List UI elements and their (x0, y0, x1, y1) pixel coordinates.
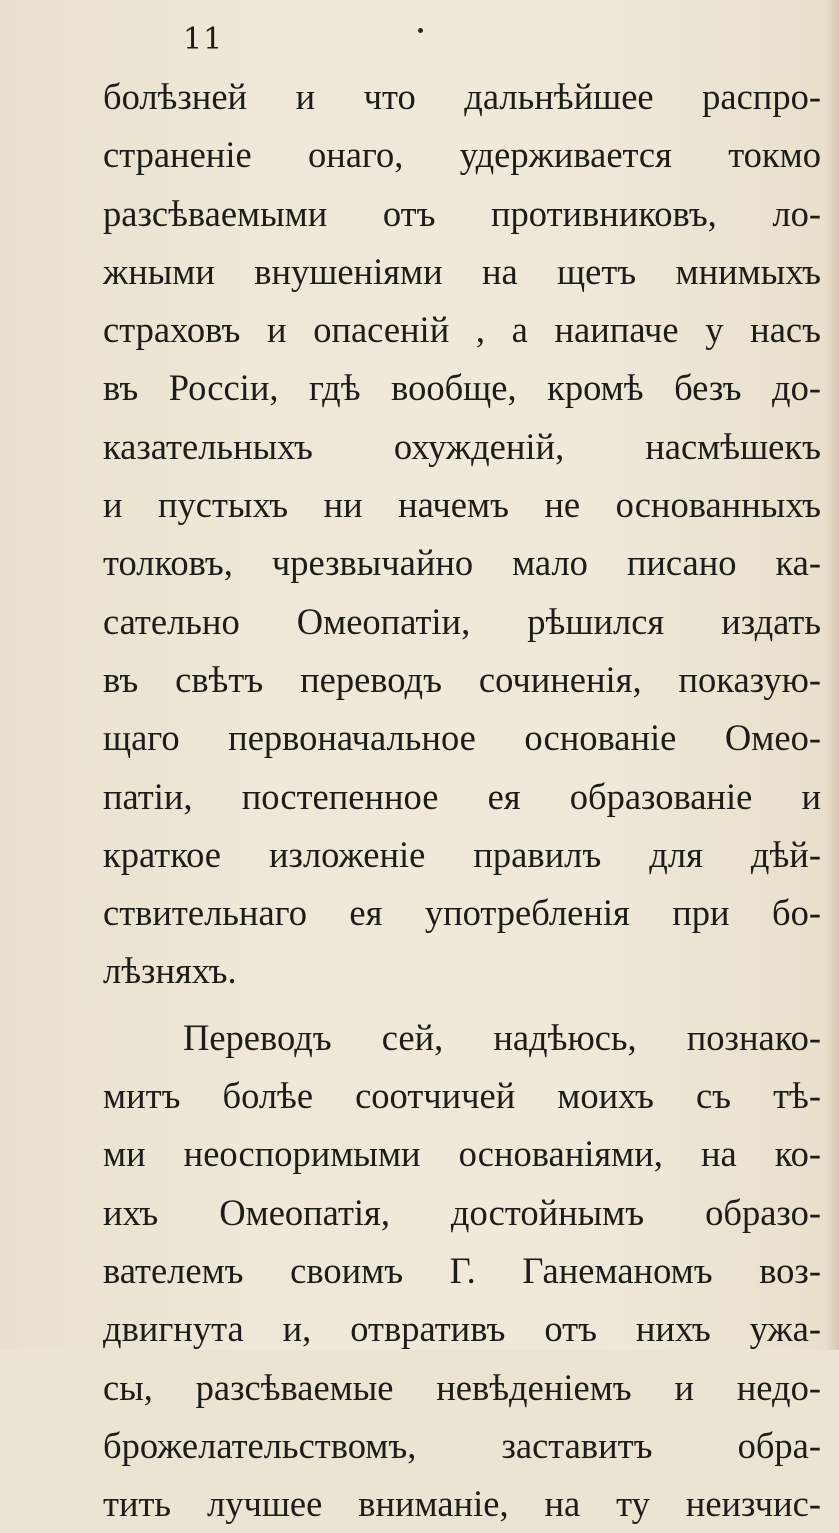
page-number: 11 (183, 22, 224, 57)
text-line: ми неоспоримыми основаніями, на ко- (103, 1133, 821, 1175)
text-line: лѣзняхъ. (103, 950, 237, 992)
text-line: сы, разсѣваемые невѣденіемъ и недо- (103, 1366, 821, 1408)
page-edge-shadow (825, 0, 839, 1350)
text-line: казательныхъ охужденій, насмѣшекъ (103, 425, 821, 467)
text-line: въ Россіи, гдѣ вообще, кромѣ безъ до- (103, 367, 821, 409)
text-line: брожелательствомъ, заставитъ обра- (103, 1424, 821, 1466)
text-line: страненіе онаго, удерживается токмо (103, 134, 821, 176)
body-text (103, 68, 821, 1533)
text-line: въ свѣтъ переводъ сочиненія, показую- (103, 658, 821, 700)
text-line: сательно Омеопатіи, рѣшился издать (103, 600, 821, 642)
text-line: патіи, постепенное ея образованіе и (103, 775, 821, 817)
text-line: двигнута и, отвративъ отъ нихъ ужа- (103, 1308, 821, 1350)
text-line: болѣзней и что дальнѣйшее распро- (103, 76, 821, 117)
text-line: митъ болѣе соотчичей моихъ съ тѣ- (103, 1075, 821, 1117)
text-line: жными внушеніями на щетъ мнимыхъ (103, 250, 821, 292)
text-line: страховъ и опасеній , а наипаче у насъ (103, 309, 821, 351)
text-line: толковъ, чрезвычайно мало писано ка- (103, 542, 821, 584)
text-line: и пустыхъ ни начемъ не основанныхъ (103, 484, 821, 526)
text-line: Переводъ сей, надѣюсь, познако- (183, 1016, 821, 1058)
text-line: краткое изложеніе правилъ для дѣй- (103, 833, 821, 875)
text-line: разсѣваемыми отъ противниковъ, ло- (103, 192, 821, 234)
text-line: ихъ Омеопатія, достойнымъ образо- (103, 1191, 821, 1233)
ink-speck (418, 28, 423, 33)
text-line: ствительнаго ея употребленія при бо- (103, 892, 821, 934)
text-line: вателемъ своимъ Г. Ганеманомъ воз- (103, 1249, 821, 1291)
text-line: тить лучшее вниманіе, на ту неизчис- (103, 1483, 821, 1525)
paragraph-gap (103, 1001, 821, 1009)
text-line: щаго первоначальное основаніе Омео- (103, 717, 821, 759)
